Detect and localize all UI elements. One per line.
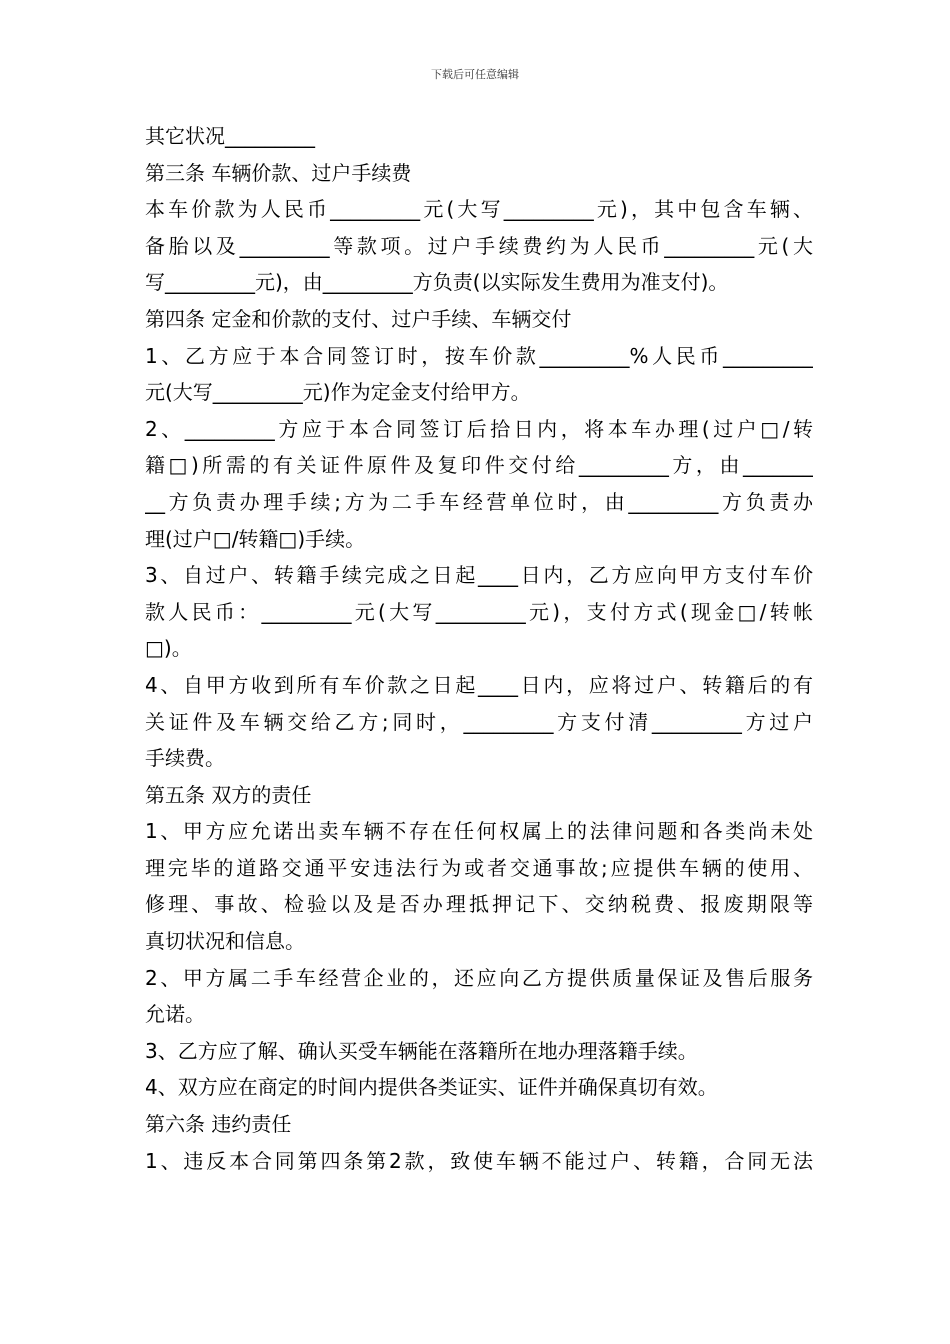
text-line: 2、甲方属二手车经营企业的，还应向乙方提供质量保证及售后服务 (145, 965, 813, 990)
text-line: 第三条 车辆价款、过户手续费 (145, 160, 412, 185)
text-line: 1、甲方应允诺出卖车辆不存在任何权属上的法律问题和各类尚未处 (145, 819, 813, 844)
text-line: 真切状况和信息。 (145, 929, 305, 954)
text-line: 元(大写_________元)作为定金支付给甲方。 (145, 380, 531, 405)
text-line: 允诺。 (145, 1002, 205, 1027)
text-line: 写_________元)，由_________方负责(以实际发生费用为准支付)。 (145, 270, 729, 295)
text-line: 修理、事故、检验以及是否办理抵押记下、交纳税费、报废期限等 (145, 892, 813, 917)
text-line: □)。 (145, 636, 192, 661)
document-body (145, 118, 813, 1179)
text-line: 理(过户□/转籍□)手续。 (145, 526, 366, 551)
text-line: 款人民币：_________元(大写_________元)，支付方式(现金□/转帐 (145, 599, 813, 624)
text-line: __方负责办理手续;方为二手车经营单位时，由_________方负责办 (145, 489, 813, 514)
text-line: 4、双方应在商定的时间内提供各类证实、证件并确保真切有效。 (145, 1075, 718, 1100)
text-line: 理完毕的道路交通平安违法行为或者交通事故;应提供车辆的使用、 (145, 855, 813, 880)
text-line: 4、自甲方收到所有车价款之日起____日内，应将过户、转籍后的有 (145, 672, 813, 697)
text-line: 1、乙方应于本合同签订时，按车价款_________%人民币_________ (145, 343, 813, 368)
text-line: 第六条 违约责任 (145, 1112, 292, 1137)
text-line: 3、乙方应了解、确认买受车辆能在落籍所在地办理落籍手续。 (145, 1038, 698, 1063)
text-line: 第五条 双方的责任 (145, 782, 312, 807)
text-line: 1、违反本合同第四条第2款，致使车辆不能过户、转籍，合同无法 (145, 1148, 813, 1173)
text-line: 籍□)所需的有关证件原件及复印件交付给_________方，由_______ (145, 453, 813, 478)
text-line: 本车价款为人民币_________元(大写_________元)，其中包含车辆、 (145, 197, 813, 222)
text-line: 其它状况_________ (145, 124, 315, 148)
text-line: 第四条 定金和价款的支付、过户手续、车辆交付 (145, 306, 572, 331)
text-line: 备胎以及_________等款项。过户手续费约为人民币_________元(大 (145, 233, 813, 258)
page-header: 下载后可任意编辑 (431, 68, 519, 81)
text-line: 2、_________方应于本合同签订后拾日内，将本车办理(过户□/转 (145, 416, 813, 441)
text-line: 3、自过户、转籍手续完成之日起____日内，乙方应向甲方支付车价 (145, 563, 813, 588)
text-line: 关证件及车辆交给乙方;同时，_________方支付清_________方过户 (145, 709, 813, 734)
text-line: 手续费。 (145, 746, 225, 771)
